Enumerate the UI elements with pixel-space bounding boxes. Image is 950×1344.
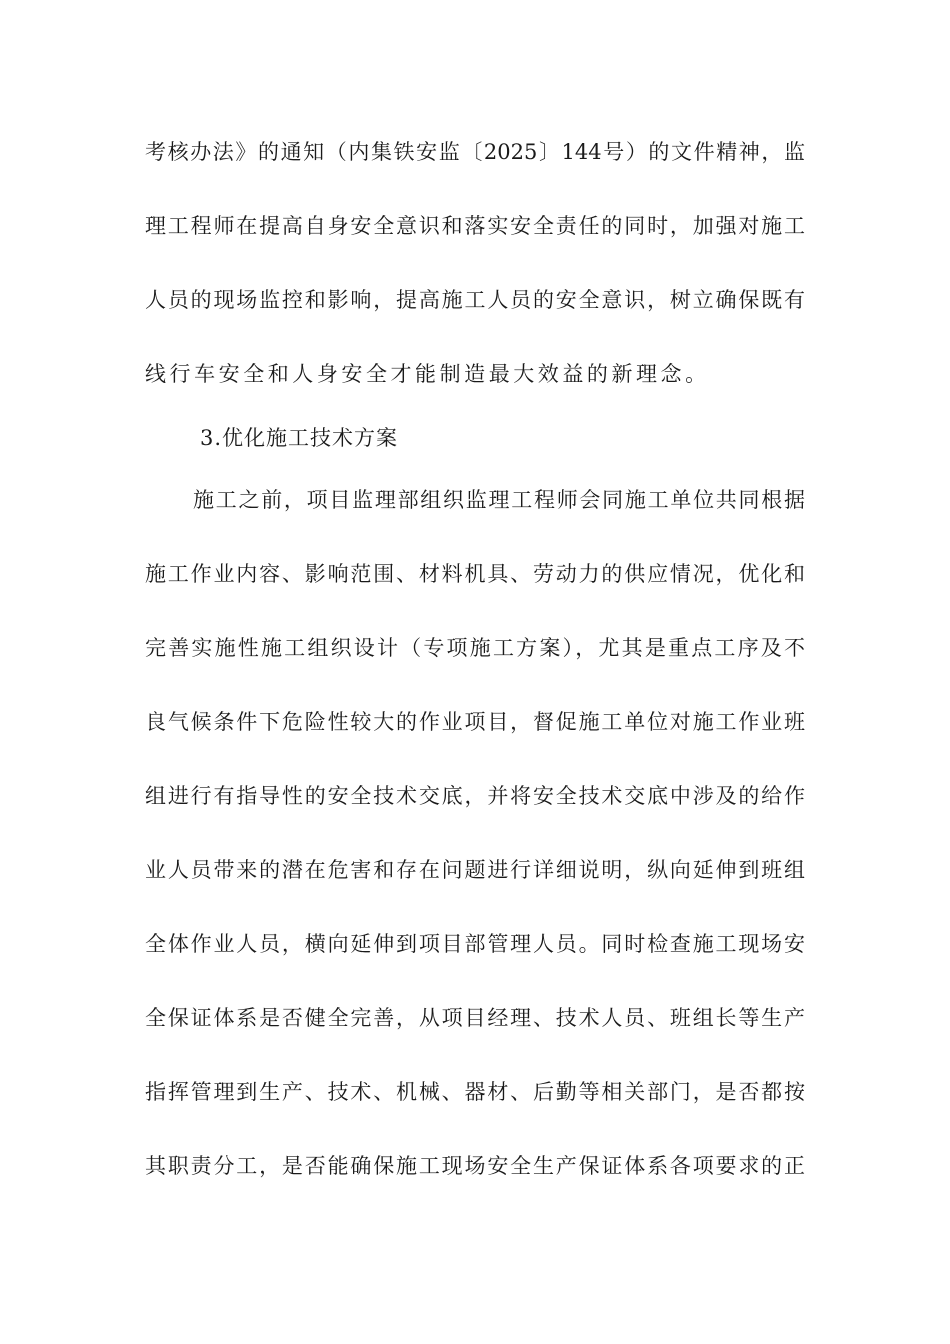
paragraph-line: 全保证体系是否健全完善，从项目经理、技术人员、班组长等生产 [145,1006,805,1030]
paragraph-line: 完善实施性施工组织设计（专项施工方案），尤其是重点工序及不 [145,636,805,660]
section-heading: 3.优化施工技术方案 [200,426,399,450]
paragraph-line: 组进行有指导性的安全技术交底，并将安全技术交底中涉及的给作 [145,784,805,808]
paragraph-line: 考核办法》的通知（内集铁安监〔2025〕144号）的文件精神，监 [145,140,805,164]
paragraph-line: 其职责分工，是否能确保施工现场安全生产保证体系各项要求的正 [145,1154,805,1178]
paragraph-line: 良气候条件下危险性较大的作业项目，督促施工单位对施工作业班 [145,710,805,734]
paragraph-line-last: 线行车安全和人身安全才能制造最大效益的新理念。 [145,362,710,386]
paragraph-line: 人员的现场监控和影响，提高施工人员的安全意识，树立确保既有 [145,288,805,312]
paragraph-line: 施工作业内容、影响范围、材料机具、劳动力的供应情况，优化和 [145,562,805,586]
paragraph-line: 全体作业人员，横向延伸到项目部管理人员。同时检查施工现场安 [145,932,805,956]
paragraph-line: 指挥管理到生产、技术、机械、器材、后勤等相关部门，是否都按 [145,1080,805,1104]
paragraph-line: 理工程师在提高自身安全意识和落实安全责任的同时，加强对施工 [145,214,805,238]
paragraph-line: 业人员带来的潜在危害和存在问题进行详细说明，纵向延伸到班组 [145,858,805,882]
paragraph-line-first: 施工之前，项目监理部组织监理工程师会同施工单位共同根据 [193,488,805,512]
